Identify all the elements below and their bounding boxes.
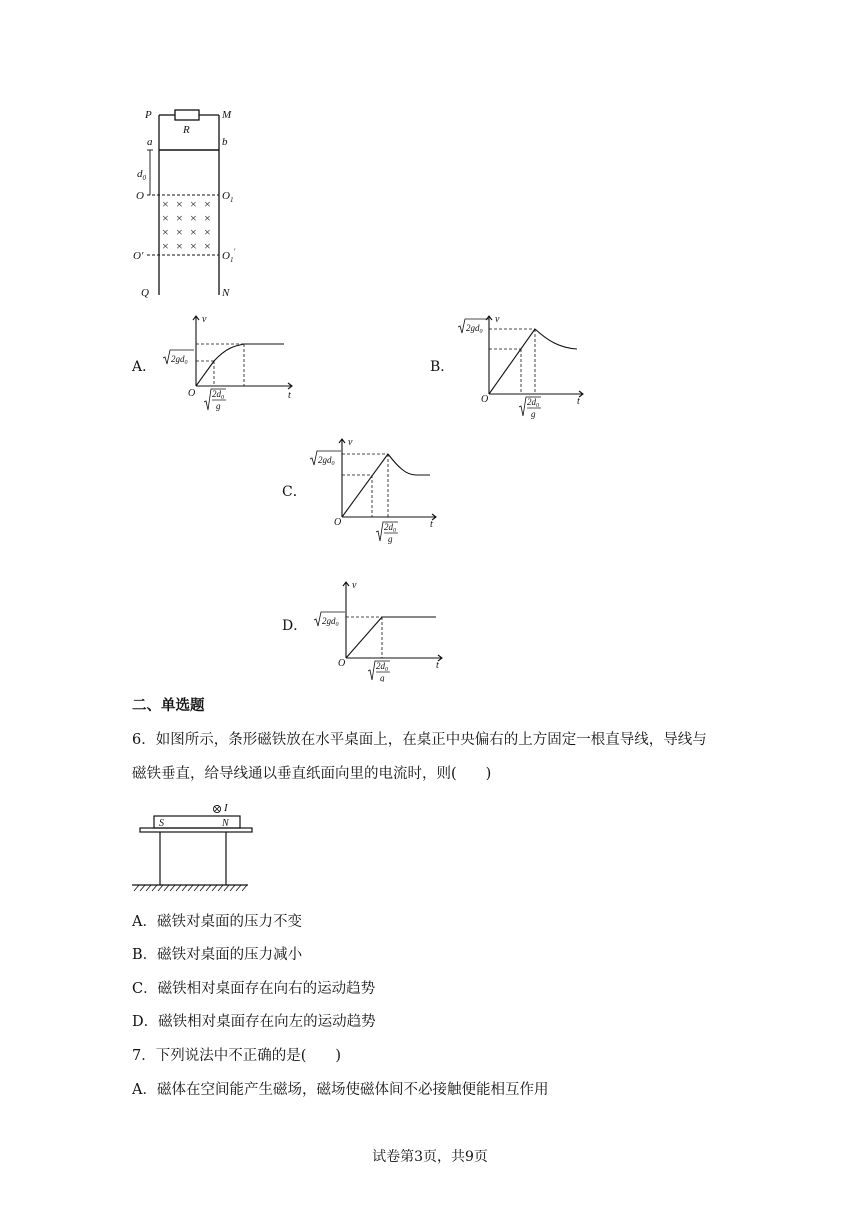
field-cross-icon: × bbox=[176, 211, 183, 225]
magnetic-field-region bbox=[162, 197, 211, 253]
svg-text:d0: $d_0$ bbox=[137, 168, 146, 182]
svg-text:O: O bbox=[188, 388, 196, 399]
svg-text:N: N bbox=[222, 818, 229, 829]
svg-text:M: M bbox=[222, 109, 232, 121]
q6-option-b: B．磁铁对桌面的压力减小 bbox=[132, 947, 303, 963]
sqrt-2gd0-label bbox=[163, 350, 194, 366]
option-c-letter: C． bbox=[282, 484, 307, 500]
field-cross-icon: × bbox=[190, 197, 197, 211]
svg-text:O: O bbox=[334, 517, 342, 528]
sqrt-2d0-g-label bbox=[368, 661, 390, 682]
svg-text:g: g bbox=[531, 409, 536, 419]
svg-text:O: O bbox=[338, 658, 346, 669]
svg-text:O1: $O_1$ bbox=[222, 190, 234, 204]
svg-text:2gd0: $2gd_0$ bbox=[322, 616, 339, 628]
svg-text:v: v bbox=[495, 314, 500, 325]
svg-text:2gd0: $2gd_0$ bbox=[171, 354, 188, 366]
page-footer: 试卷第3页，共9页 bbox=[372, 1149, 488, 1165]
graph-option-a bbox=[160, 312, 300, 416]
svg-text:t: t bbox=[288, 390, 291, 401]
q6-stem-line1: 6．如图所示，条形磁铁放在水平桌面上，在桌正中央偏右的上方固定一根直导线，导线与 bbox=[132, 732, 707, 748]
svg-text:v: v bbox=[348, 437, 353, 448]
sqrt-2d0-g-label bbox=[204, 389, 226, 411]
magnet-table-figure bbox=[128, 800, 253, 898]
graph-option-d bbox=[306, 578, 446, 682]
q6-option-d: D．磁铁相对桌面存在向左的运动趋势 bbox=[132, 1014, 376, 1030]
field-cross-icon: × bbox=[162, 197, 169, 211]
svg-text:O′: O′ bbox=[133, 250, 144, 262]
q7-option-a: A．磁体在空间能产生磁场，磁场使磁体间不必接触便能相互作用 bbox=[132, 1082, 549, 1098]
svg-text:P: P bbox=[145, 109, 152, 121]
field-cross-icon: × bbox=[176, 225, 183, 239]
circuit-diagram bbox=[125, 105, 245, 305]
field-cross-icon: × bbox=[162, 225, 169, 239]
sqrt-2gd0-label bbox=[310, 451, 341, 467]
svg-text:Q: Q bbox=[141, 287, 149, 299]
q6-option-c: C．磁铁相对桌面存在向右的运动趋势 bbox=[132, 981, 376, 997]
option-b-letter: B． bbox=[430, 359, 455, 375]
q6-option-a: A．磁铁对桌面的压力不变 bbox=[132, 914, 302, 930]
svg-text:S: S bbox=[159, 818, 164, 829]
graph-option-b bbox=[455, 312, 595, 420]
sqrt-2gd0-label bbox=[458, 319, 489, 335]
sqrt-2d0-g-label bbox=[376, 522, 398, 544]
field-cross-icon: × bbox=[204, 239, 211, 253]
svg-text:v: v bbox=[202, 314, 207, 325]
field-cross-icon: × bbox=[204, 197, 211, 211]
svg-text:2d0: $2d_0$ bbox=[384, 522, 396, 534]
svg-text:2d0: $2d_0$ bbox=[212, 389, 224, 401]
field-cross-icon: × bbox=[176, 197, 183, 211]
svg-text:b: b bbox=[222, 136, 228, 148]
graph-option-c bbox=[306, 435, 446, 545]
svg-text:t: t bbox=[430, 519, 433, 530]
svg-text:t: t bbox=[436, 660, 439, 671]
svg-text:N: N bbox=[222, 287, 230, 299]
field-cross-icon: × bbox=[190, 211, 197, 225]
field-cross-icon: × bbox=[190, 225, 197, 239]
svg-text:O: O bbox=[136, 190, 144, 202]
option-a-letter: A． bbox=[132, 359, 157, 375]
field-cross-icon: × bbox=[176, 239, 183, 253]
svg-text:2d0: $2d_0$ bbox=[376, 661, 388, 673]
svg-text:I: I bbox=[224, 802, 228, 814]
svg-text:v: v bbox=[352, 580, 357, 591]
svg-text:O: O bbox=[481, 394, 489, 405]
svg-text:g: g bbox=[380, 673, 385, 682]
option-d-letter: D． bbox=[282, 618, 308, 634]
svg-text:g: g bbox=[388, 534, 393, 544]
svg-text:a: a bbox=[147, 136, 153, 148]
svg-text:R: R bbox=[183, 124, 190, 136]
field-cross-icon: × bbox=[190, 239, 197, 253]
q7-stem: 7．下列说法中不正确的是( ) bbox=[132, 1048, 342, 1064]
field-cross-icon: × bbox=[204, 211, 211, 225]
field-cross-icon: × bbox=[204, 225, 211, 239]
section-heading: 二、单选题 bbox=[132, 697, 205, 714]
resistor-symbol bbox=[175, 110, 199, 120]
table-top bbox=[140, 828, 252, 832]
svg-text:t: t bbox=[577, 396, 580, 407]
svg-text:2d0: $2d_0$ bbox=[527, 397, 539, 409]
sqrt-2gd0-label bbox=[314, 612, 345, 628]
svg-text:2gd0: $2gd_0$ bbox=[466, 323, 483, 335]
svg-text:2gd0: $2gd_0$ bbox=[318, 455, 335, 467]
field-cross-icon: × bbox=[162, 239, 169, 253]
svg-text:g: g bbox=[216, 401, 221, 411]
svg-text:O1′: $O_1'$ bbox=[222, 247, 236, 264]
field-cross-icon: × bbox=[162, 211, 169, 225]
q6-stem-line2: 磁铁垂直，给导线通以垂直纸面向里的电流时，则( ) bbox=[132, 766, 492, 782]
sqrt-2d0-g-label bbox=[519, 397, 541, 419]
